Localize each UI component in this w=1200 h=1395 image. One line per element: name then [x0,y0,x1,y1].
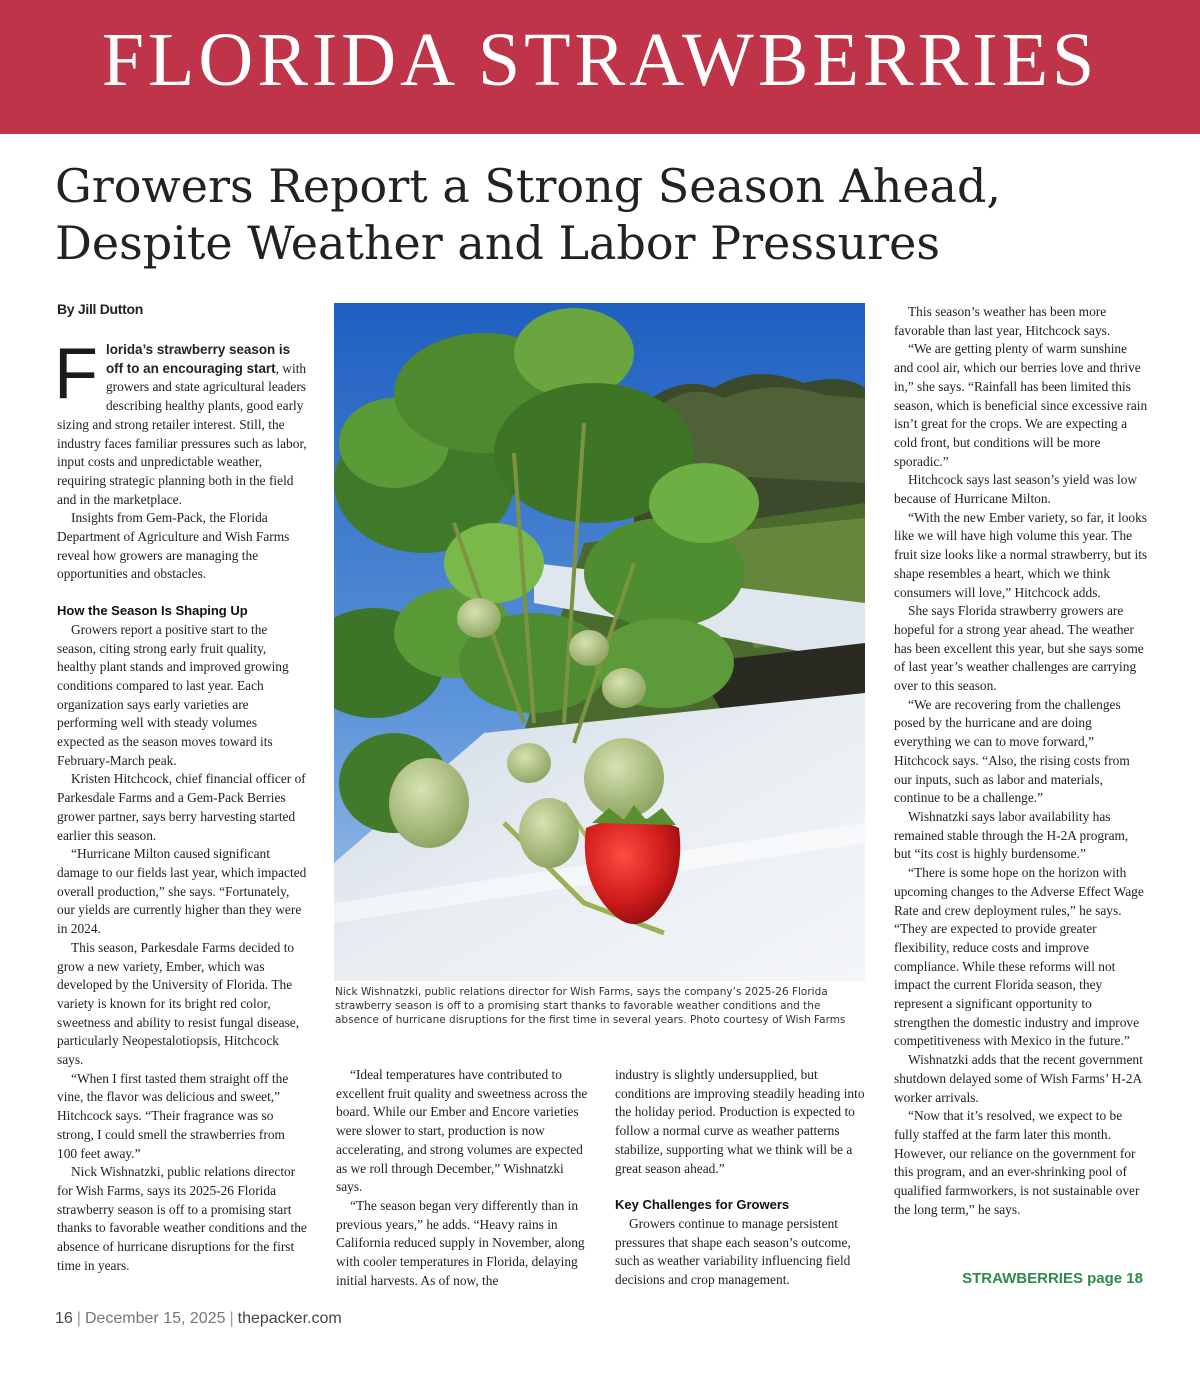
paragraph: Nick Wishnatzki, public relations director for Wish Farms, says its 2025-26 Florida strawberry season is off to a promising start thanks to favorable weather conditions and the absence of hurricane disruptions for the first time in years. [57,1164,307,1273]
paragraph: industry is slightly undersupplied, but conditions are improving steadily heading into the holiday period. Production is expected to follow a normal curve as weather patterns stabilize, supporting what we think will be a great season ahead.” [615,1067,865,1176]
headline-line-2: Despite Weather and Labor Pressures [55,216,940,270]
subhead-challenges: Key Challenges for Growers [615,1197,790,1213]
lead-bold: lorida’s strawberry season is off to an encouraging start [105,342,291,376]
column-4 [894,303,1148,1219]
paragraph: Wishnatzki says labor availability has remained stable through the H-2A program, but “its cost is highly burdensome.” [894,808,1129,862]
section-banner [0,0,1200,134]
issue-date: December 15, 2025 [84,1310,226,1327]
paragraph: “When I first tasted them straight off the vine, the flavor was delicious and sweet,” Hitchcock says. “Their fragrance was so strong, I could smell the strawberries from 100 feet away.” [57,1070,289,1161]
section-title: FLORIDA STRAWBERRIES [101,18,1099,102]
paragraph: “With the new Ember variety, so far, it looks like we will have high volume this year. The fruit size looks like a normal strawberry, but its shape resembles a heart, which we think consumers will love,” Hitchcock adds. [894,509,1148,600]
paragraph: Growers continue to manage persistent pressures that shape each season’s outcome, such as weather variability influencing field decisions and crop management. [615,1215,851,1288]
photo-illustration [334,303,865,981]
paragraph: This season, Parkesdale Farms decided to grow a new variety, Ember, which was developed by the University of Florida. The variety is known for its bright red color, sweetness and ability to resist fungal disease, particularly Neopestalotiopsis, Hitchcock says. [57,939,300,1068]
paragraph: “Now that it’s resolved, we expect to be fully staffed at the farm later this month. However, our reliance on the government for this program, and an ever-shrinking pool of qualified farmworkers, is not sustainable over the long term,” he says. [894,1108,1140,1217]
paragraph: “Ideal temperatures have contributed to excellent fruit quality and sweetness across the board. While our Ember and Encore varieties were slower to start, production is now accelerating, and strong volumes are expected as we roll through December,” Wishnatzki says. [336,1067,588,1195]
column-1 [54,334,307,1275]
photo-caption: Nick Wishnatzki, public relations director for Wish Farms, says the company’s 2025-26 Florida strawberry season is off to a promising start thanks to favorable weather conditions and the absence of hurricane disruptions for the first time in several years. Photo courtesy of Wish Farms [335,986,846,1026]
lead-paragraph [54,334,307,509]
paragraph: “Hurricane Milton caused significant damage to our fields last year, which impacted overall production,” she says. “Fortunately, our yields are currently higher than they were in 2024. [57,846,307,937]
headline-line-1: Growers Report a Strong Season Ahead, [55,159,1002,213]
column-2 [336,1066,590,1290]
lead-text: , with growers and state agricultural leaders describing healthy plants, good early sizing and strong retailer interest. Still, the industry faces familiar pressures such as labor, input costs and unpredictable weather, requiring strategic planning both in the field and in the marketplace. [57,360,307,507]
paragraph: She says Florida strawberry growers are hopeful for a strong year ahead. The weather has been excellent this year, but she says some of last year’s weather challenges are carrying over to this season. [894,603,1144,694]
paragraph: Wishnatzki adds that the recent government shutdown delayed some of Wish Farms’ H-2A worker arrivals. [894,1052,1143,1105]
paragraph: Kristen Hitchcock, chief financial officer of Parkesdale Farms and a Gem-Pack Berries grower partner, says berry harvesting started earlier this season. [57,771,306,843]
paragraph: This season’s weather has been more favorable than last year, Hitchcock says. [894,304,1111,338]
continued-link[interactable]: STRAWBERRIES page 18 [962,1270,1143,1287]
column-3 [615,1066,869,1290]
article-headline [55,158,1155,272]
site-link[interactable]: thepacker.com [237,1310,342,1327]
page-footer: 16 | December 15, 2025 | thepacker.com [55,1310,342,1327]
paragraph: Hitchcock says last season’s yield was low because of Hurricane Milton. [894,472,1138,507]
drop-cap: F [54,334,98,414]
strawberry-plant-photo [334,303,865,981]
paragraph: “We are recovering from the challenges posed by the hurricane and are doing everything we can to move forward,” Hitchcock says. “Also, the rising costs from our inputs, such as labor and materials, continue to be a challenge.” [894,696,1130,806]
paragraph: Growers report a positive start to the season, citing strong early fruit quality, healthy plant stands and improved growing conditions compared to last year. Each organization says early varieties are performing well with steady volumes expected as the season moves toward its February-March peak. [57,621,289,768]
subhead-season: How the Season Is Shaping Up [57,603,248,619]
paragraph: “The season began very differently than in previous years,” he adds. “Heavy rains in California reduced supply in November, along with cooler temperatures in Florida, delaying initial harvests. As of now, the [336,1197,585,1288]
paragraph: “There is some hope on the horizon with upcoming changes to the Adverse Effect Wage Rate and crew deployment rules,” he says. “They are expected to provide greater flexibility, reduce costs and improve compliance. While these reforms will not impact the current Florida season, they represent a significant opportunity to strengthen the domestic industry and improve competitiveness with Mexico in the future.” [894,865,1144,1049]
paragraph: Insights from Gem-Pack, the Florida Department of Agriculture and Wish Farms reveal how growers are managing the opportunities and obstacles. [57,510,290,582]
byline: By Jill Dutton [57,301,144,317]
page-number: 16 [55,1310,73,1327]
paragraph: “We are getting plenty of warm sunshine and cool air, which our berries love and thrive in,” she says. “Rainfall has been limited this season, which is beneficial since excessive rain isn’t great for the crops. We are expecting a cold front, but conditions will be more sporadic.” [894,341,1148,469]
